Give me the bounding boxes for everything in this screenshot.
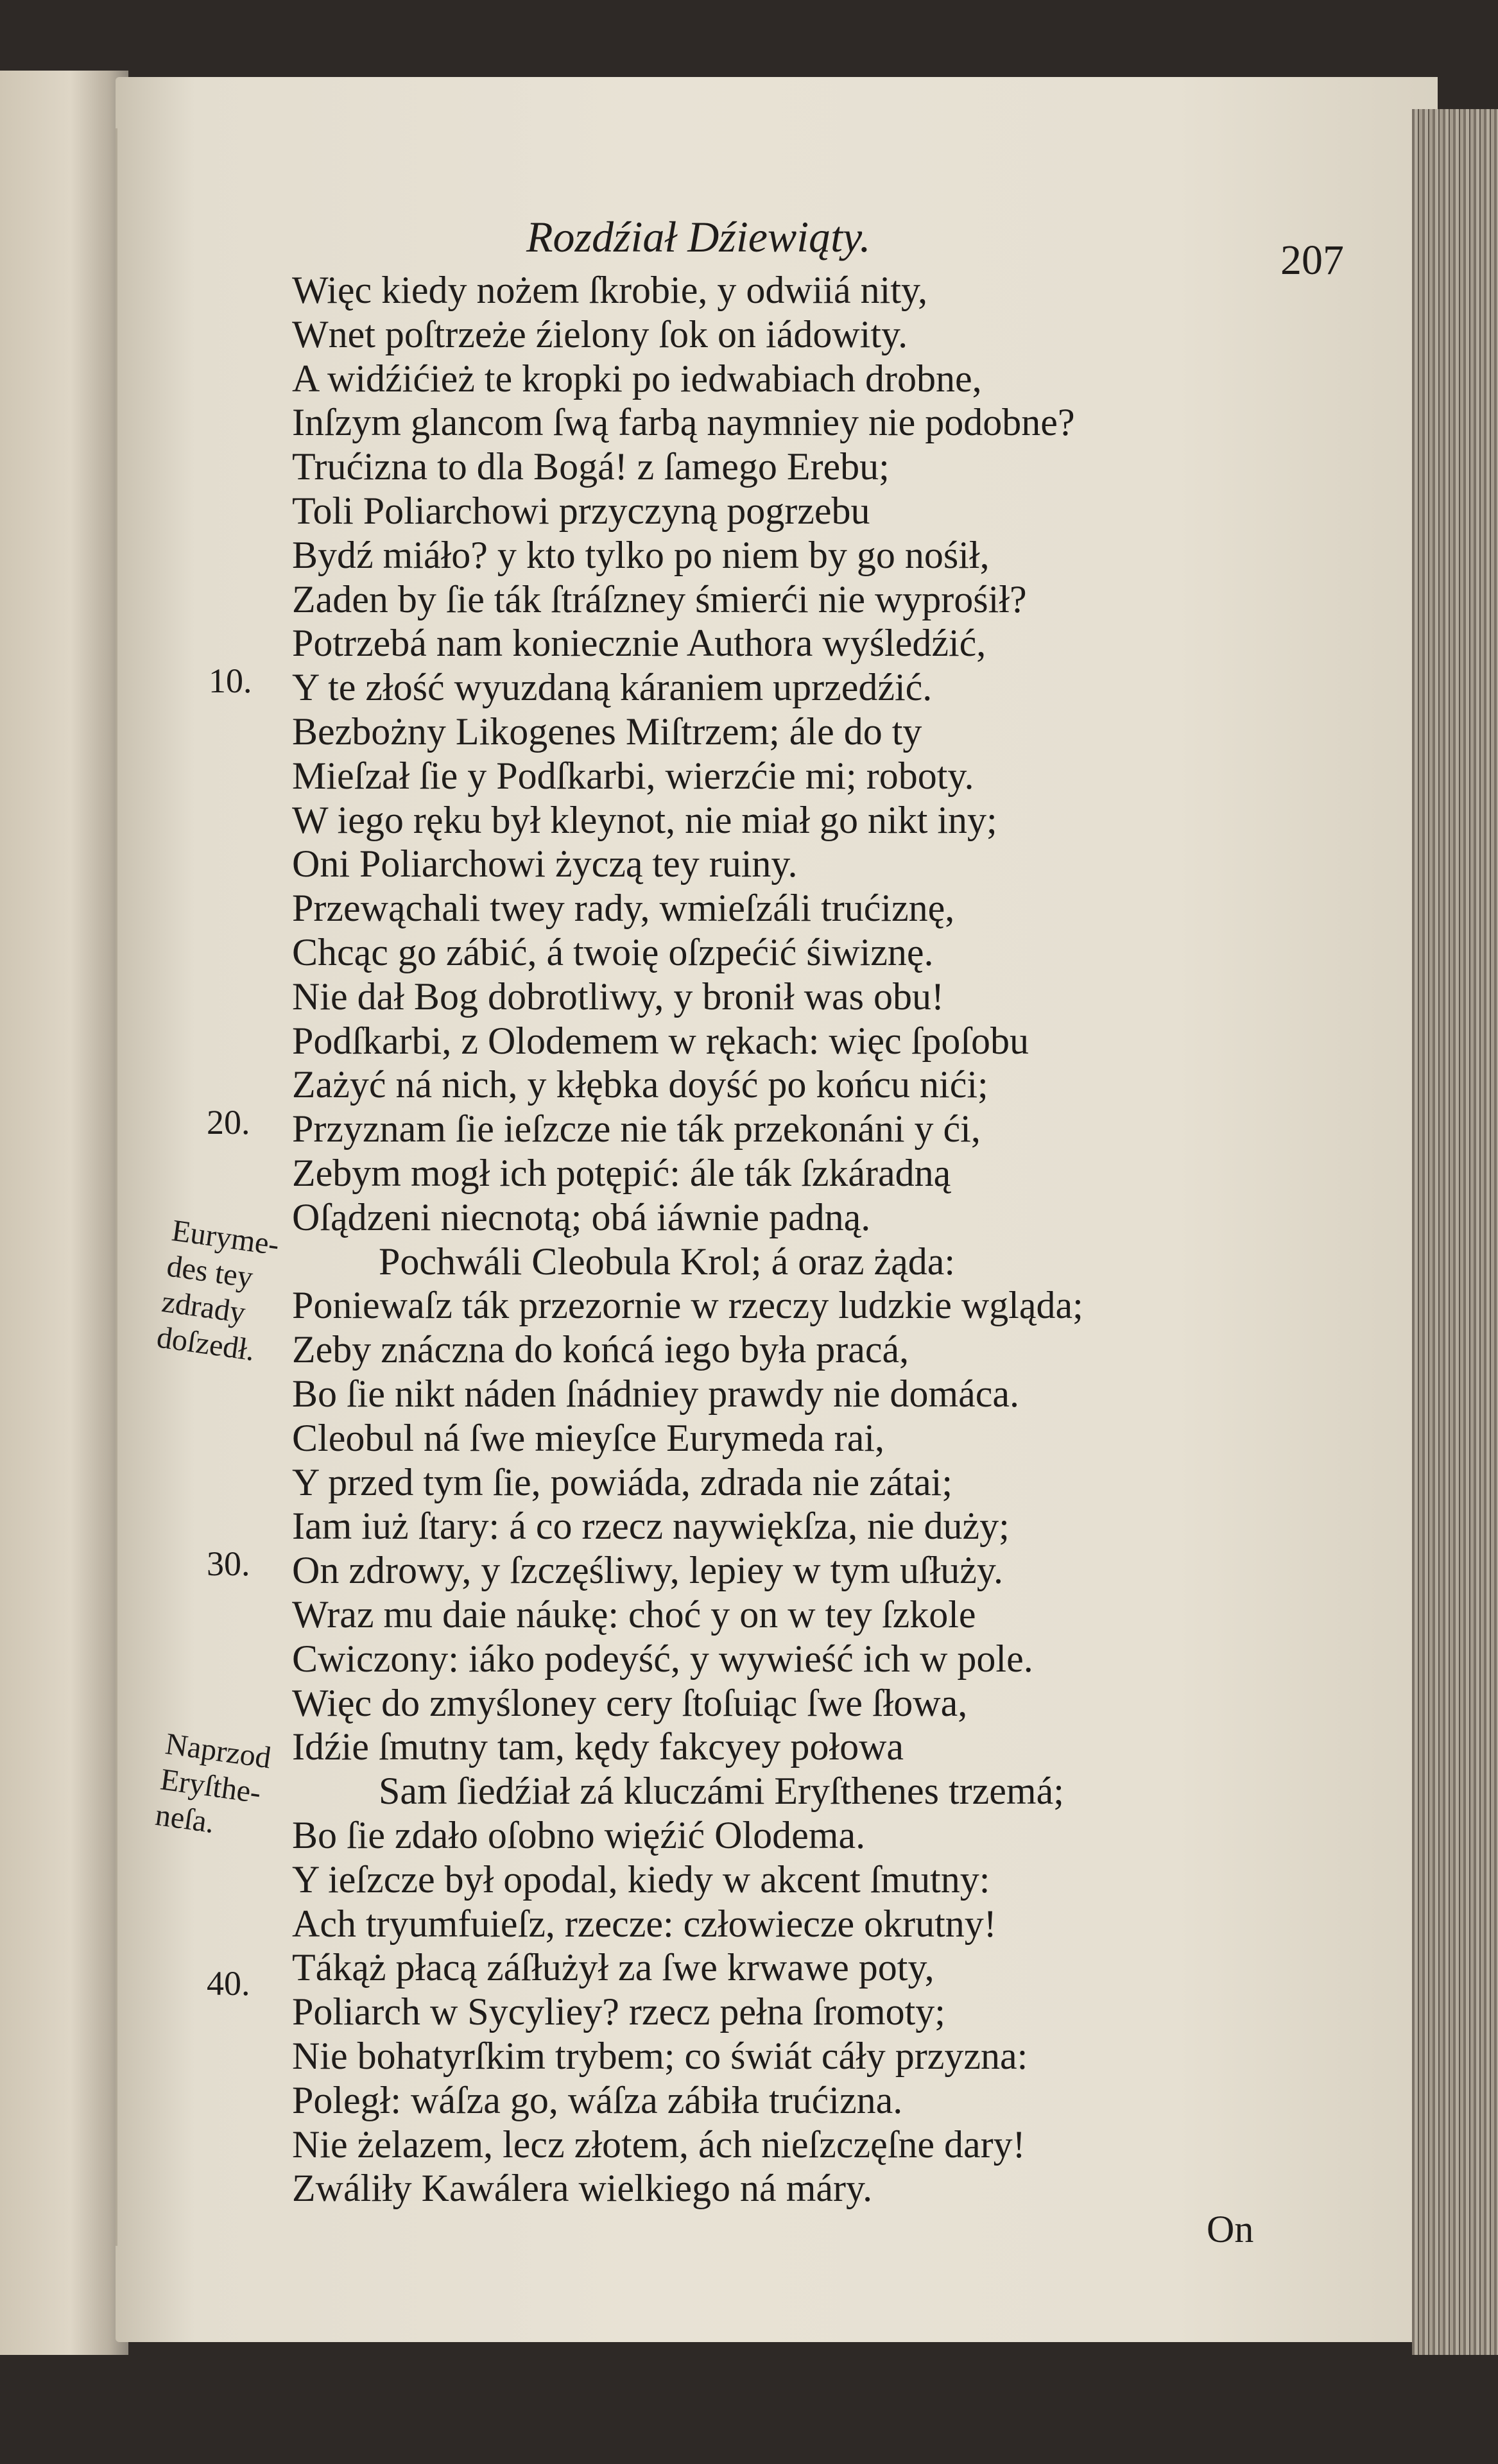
- verse-line: Zebym mogł ich potępić: ále ták ſzkáradną: [292, 1152, 951, 1194]
- verse-line: Zaden by ſie ták ſtráſzney śmierći nie wyprośił?: [292, 578, 1027, 620]
- note-line: neſa.: [153, 1797, 217, 1840]
- verse-line: Mieſzał ſie y Podſkarbi, wierzćie mi; roboty.: [292, 754, 974, 797]
- verse-line: Więc do zmyśloney cery ſtoſuiąc ſwe ſłowa,: [292, 1681, 968, 1724]
- verse-line: Inſzym glancom ſwą farbą naymniey nie podobne?: [292, 401, 1075, 444]
- note-line: zdrady: [159, 1284, 248, 1330]
- verse-line: Potrzebá nam koniecznie Authora wyśledźić,: [292, 622, 986, 665]
- verse-line: Ach tryumfuieſz, rzecze: człowiecze okrutny!: [292, 1902, 997, 1945]
- verse-line: Iam iuż ſtary: á co rzecz naywiękſza, nie duży;: [292, 1505, 1010, 1548]
- note-line: Eryſthe-: [158, 1762, 263, 1810]
- verse-line: On zdrowy, y ſzczęśliwy, lepiey w tym uſłuży.: [292, 1549, 1004, 1592]
- running-title: Rozdźiał Dźiewiąty.: [526, 212, 871, 261]
- verse-line: Cleobul ná ſwe mieyſce Eurymeda rai,: [292, 1416, 884, 1459]
- verse-line: Oſądzeni niecnotą; obá iáwnie padną.: [292, 1195, 871, 1238]
- margin-note-eurymedes: [155, 1213, 281, 1370]
- facing-page-edge: [0, 71, 128, 2355]
- verse-line: Przyznam ſie ieſzcze nie ták przekonáni y ći,: [292, 1108, 981, 1151]
- line-number-30: 30.: [207, 1544, 250, 1583]
- verse-line: Nie bohatyrſkim trybem; co świát cáły przyzna:: [292, 2035, 1028, 2077]
- verse-line: Sam ſiedźiał zá kluczámi Eryſthenes trzemá;: [379, 1770, 1064, 1813]
- verse-line: Zażyć ná nich, y kłębka doyść po końcu nići;: [292, 1063, 988, 1106]
- page-number: 207: [1280, 237, 1344, 284]
- verse-line: Podſkarbi, z Olodemem w rękach: więc ſpoſobu: [292, 1019, 1029, 1062]
- note-line: des tey: [164, 1249, 255, 1295]
- verse-line: Y przed tym ſie, powiáda, zdrada nie zátai;: [292, 1460, 952, 1503]
- note-line: Naprzod: [163, 1726, 273, 1775]
- verse-line: Chcąc go zábić, á twoię oſzpećić śiwiznę.: [292, 931, 934, 973]
- verse-line: Y ieſzcze był opodal, kiedy w akcent ſmutny:: [292, 1858, 990, 1901]
- verse-line: Tákąż płacą záſłużył za ſwe krwawe poty,: [292, 1946, 934, 1989]
- note-line: doſzedł.: [155, 1320, 257, 1368]
- verse-line: Cwiczony: iáko podeyść, y wywieść ich w pole.: [292, 1637, 1033, 1680]
- verse-line: Poniewaſz ták przezornie w rzeczy ludzkie wgląda;: [292, 1284, 1083, 1327]
- verse-line: Poległ: wáſza go, wáſza zábiła trućizna.: [292, 2078, 903, 2121]
- verse-line: Bydź miáło? y kto tylko po niem by go nośił,: [292, 533, 990, 576]
- verse-line: Przewąchali twey rady, wmieſzáli trućiznę,: [292, 887, 955, 930]
- verse-line: Y te złość wyuzdaną káraniem uprzedźić.: [292, 666, 933, 709]
- gutter-shadow: [116, 128, 117, 2246]
- verse-line: Trućizna to dla Bogá! z ſamego Erebu;: [292, 445, 890, 488]
- verse-line: Oni Poliarchowi życzą tey ruiny.: [292, 843, 798, 886]
- verse-line: Toli Poliarchowi przyczyną pogrzebu: [292, 490, 870, 532]
- verse-line: Nie żelazem, lecz złotem, ách nieſzczęſne dary!: [292, 2123, 1026, 2166]
- verse-line: Bo ſie nikt náden ſnádniey prawdy nie domáca.: [292, 1373, 1019, 1415]
- book-fore-edge: [1412, 109, 1498, 2355]
- note-line: Euryme-: [169, 1213, 282, 1262]
- margin-note-erysthenes: [153, 1726, 273, 1847]
- verse-line: A widźićież te kropki po iedwabiach drobne,: [292, 357, 982, 400]
- catchword: On: [1207, 2208, 1254, 2250]
- line-number-10: 10.: [209, 662, 252, 700]
- verse-line: Idźie ſmutny tam, kędy fakcyey połowa: [292, 1725, 904, 1768]
- line-number-20: 20.: [207, 1103, 250, 1142]
- verse-line: Więc kiedy nożem ſkrobie, y odwiiá nity,: [292, 269, 928, 311]
- verse-line: Zwáliły Kawálera wielkiego ná máry.: [292, 2167, 873, 2210]
- verse-line: Bezbożny Likogenes Miſtrzem; ále do ty: [292, 710, 922, 753]
- verse-line: Nie dał Bog dobrotliwy, y bronił was obu!: [292, 975, 944, 1018]
- line-number-40: 40.: [207, 1964, 250, 2003]
- verse-line: Pochwáli Cleobula Krol; á oraz żąda:: [379, 1240, 956, 1283]
- verse-line: Poliarch w Sycyliey? rzecz pełna ſromoty;: [292, 1990, 945, 2033]
- verse-line: Wnet poſtrzeże źielony ſok on iádowity.: [292, 312, 908, 355]
- verse-line: Bo ſie zdało oſobno więźić Olodema.: [292, 1814, 866, 1856]
- verse-line: Zeby znáczna do końcá iego była pracá,: [292, 1328, 909, 1371]
- verse-line: W iego ręku był kleynot, nie miał go nikt iny;: [292, 798, 997, 841]
- verse-line: Wraz mu daie náukę: choć y on w tey ſzkole: [292, 1593, 976, 1636]
